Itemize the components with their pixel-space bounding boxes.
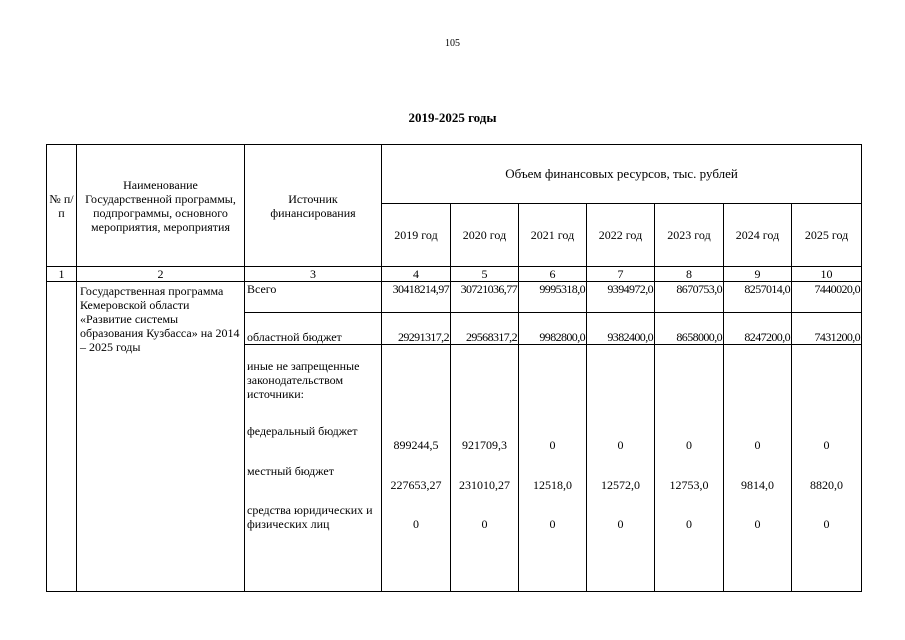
- value-cell: 29291317,2: [382, 313, 451, 345]
- value-cell: 0: [686, 438, 692, 452]
- value-cell: 7440020,0: [792, 282, 862, 313]
- col-num-6: 6: [519, 267, 587, 282]
- value-cell: 9982800,0: [519, 313, 587, 345]
- row-label-legal-entities: средства юридических и физических лиц: [247, 503, 373, 531]
- value-cell: 8820,0: [810, 478, 844, 492]
- value-cell: 12753,0: [669, 478, 709, 492]
- value-cell: 30418214,97: [382, 282, 451, 313]
- other-sources-cell: [245, 345, 382, 592]
- value-stack-2024: [724, 345, 792, 592]
- value-cell: 0: [549, 438, 556, 452]
- row-number-cell: [47, 282, 77, 592]
- value-cell: 12518,0: [533, 478, 572, 492]
- header-volume: Объем финансовых ресурсов, тыс. рублей: [382, 145, 862, 204]
- value-cell: 8670753,0: [655, 282, 724, 313]
- col-num-2: 2: [77, 267, 245, 282]
- value-stack-2025: [792, 345, 862, 592]
- value-cell: 921709,3: [462, 438, 507, 452]
- value-cell: 8658000,0: [655, 313, 724, 345]
- row-label-federal: федеральный бюджет: [247, 424, 358, 438]
- row-label-regional: областной бюджет: [245, 313, 382, 345]
- page-number: 105: [445, 38, 460, 49]
- col-num-3: 3: [245, 267, 382, 282]
- value-stack-2021: [519, 345, 587, 592]
- year-2020: 2020 год: [451, 204, 519, 267]
- value-cell: 899244,5: [393, 438, 439, 452]
- year-2021: 2021 год: [519, 204, 587, 267]
- col-num-1: 1: [47, 267, 77, 282]
- col-num-4: 4: [382, 267, 451, 282]
- value-cell: 0: [754, 438, 761, 452]
- value-cell: 0: [617, 517, 624, 531]
- table-row-total: [47, 282, 862, 313]
- value-cell: 227653,27: [390, 478, 442, 492]
- value-cell: 0: [823, 438, 830, 452]
- value-cell: 12572,0: [601, 478, 640, 492]
- value-cell: 231010,27: [459, 478, 510, 492]
- column-numbers-row: [47, 267, 862, 282]
- year-2023: 2023 год: [655, 204, 724, 267]
- header-number: № п/п: [47, 145, 77, 267]
- col-num-10: 10: [792, 267, 862, 282]
- value-cell: 8257014,0: [724, 282, 792, 313]
- value-cell: 0: [413, 517, 419, 531]
- row-label-other: иные не запрещенные законодательством источники:: [247, 359, 360, 401]
- value-cell: 9394972,0: [587, 282, 655, 313]
- value-cell: 9995318,0: [519, 282, 587, 313]
- program-name: Государственная программа Кемеровской области «Развитие системы образования Кузбасса» на 2014 – 2025 годы: [77, 282, 245, 592]
- financing-table: [46, 144, 862, 592]
- value-cell: 30721036,77: [451, 282, 519, 313]
- header-row: [47, 145, 862, 204]
- year-2019: 2019 год: [382, 204, 451, 267]
- col-num-5: 5: [451, 267, 519, 282]
- page-title: 2019-2025 годы: [408, 110, 497, 125]
- row-label-total: Всего: [245, 282, 382, 313]
- row-label-local: местный бюджет: [247, 464, 334, 478]
- year-2022: 2022 год: [587, 204, 655, 267]
- year-2024: 2024 год: [724, 204, 792, 267]
- value-stack-2022: [587, 345, 655, 592]
- value-cell: 0: [686, 517, 692, 531]
- value-stack-2020: [451, 345, 519, 592]
- header-source: Источник финансирования: [245, 145, 382, 267]
- year-2025: 2025 год: [792, 204, 862, 267]
- value-cell: 8247200,0: [724, 313, 792, 345]
- value-stack-2023: [655, 345, 724, 592]
- value-cell: 7431200,0: [792, 313, 862, 345]
- value-cell: 9814,0: [741, 478, 774, 492]
- col-num-7: 7: [587, 267, 655, 282]
- value-cell: 0: [823, 517, 830, 531]
- value-cell: 0: [617, 438, 624, 452]
- header-name: Наименование Государственной программы, подпрограммы, основного мероприятия, мероприятия: [77, 145, 245, 267]
- value-cell: 0: [481, 517, 488, 531]
- value-cell: 0: [754, 517, 761, 531]
- value-cell: 0: [549, 517, 556, 531]
- value-stack-2019: [382, 345, 451, 592]
- value-cell: 9382400,0: [587, 313, 655, 345]
- col-num-9: 9: [724, 267, 792, 282]
- col-num-8: 8: [655, 267, 724, 282]
- value-cell: 29568317,2: [451, 313, 519, 345]
